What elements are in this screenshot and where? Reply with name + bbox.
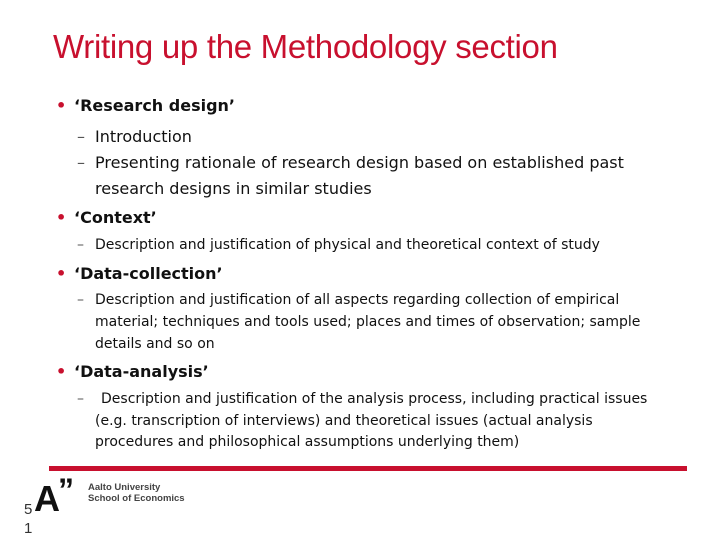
sub-item: – Description and justification of all aspects regarding collection of empirical — [95, 290, 619, 312]
bullet-icon: • — [56, 96, 67, 115]
bullet-icon: • — [56, 362, 67, 381]
sub-item: – Description and justification of the analysis process, including practical issues — [95, 389, 647, 411]
sub-item-continuation: (e.g. transcription of interviews) and theoretical issues (actual analysis — [95, 413, 593, 429]
page-title: Writing up the Methodology section — [53, 28, 558, 65]
dash-icon: – — [77, 237, 84, 253]
logo-quote-icon: ” — [58, 472, 74, 508]
bullet-data-collection: • ‘Data-collection’ — [56, 264, 223, 283]
dash-icon: – — [77, 391, 84, 407]
dash-icon: – — [77, 292, 84, 308]
bullet-research-design: • ‘Research design’ — [56, 96, 235, 115]
sub-item: – Description and justification of physical and theoretical context of study — [95, 235, 600, 257]
sub-item: – Introduction — [95, 124, 192, 150]
bullet-icon: • — [56, 208, 67, 227]
sub-item-continuation: research designs in similar studies — [95, 179, 372, 198]
footer-divider — [49, 466, 687, 471]
bullet-data-analysis: • ‘Data-analysis’ — [56, 362, 209, 381]
dash-icon: – — [77, 153, 85, 172]
aalto-logo — [30, 472, 210, 519]
dash-icon: – — [77, 127, 85, 146]
sub-item-continuation: procedures and philosophical assumptions underlying them) — [95, 434, 520, 450]
logo-text: Aalto University School of Economics — [88, 482, 185, 504]
sub-item-continuation: details and so on — [95, 336, 215, 352]
bullet-icon: • — [56, 264, 67, 283]
sub-item: – Presenting rationale of research design based on established past — [95, 150, 624, 176]
slide-number: 5 1 — [24, 501, 33, 537]
sub-item-continuation: material; techniques and tools used; places and times of observation; sample — [95, 314, 641, 330]
logo-mark: A — [34, 478, 60, 519]
bullet-context: • ‘Context’ — [56, 208, 157, 227]
